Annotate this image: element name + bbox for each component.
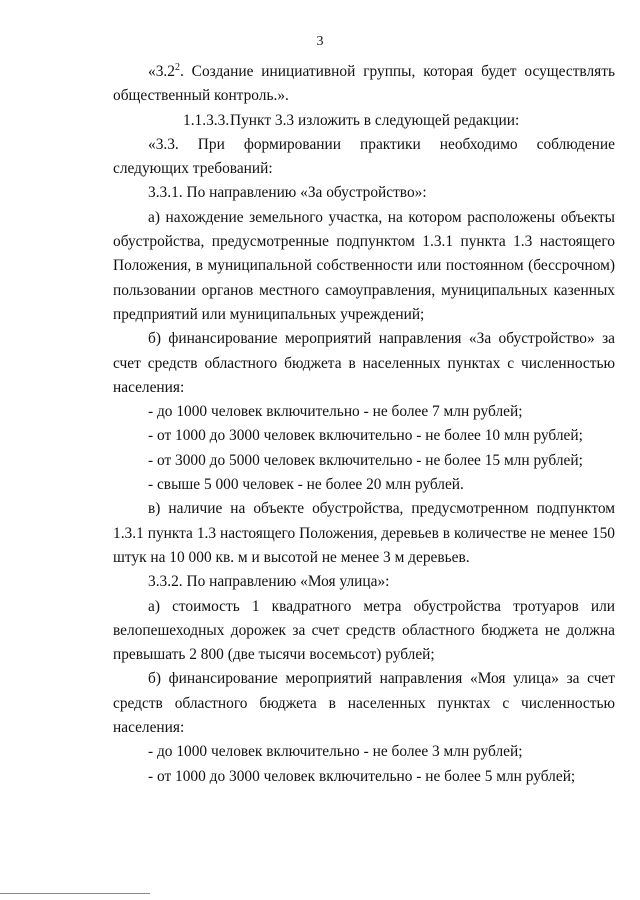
paragraph-3-3-2: 3.3.2. По направлению «Моя улица»: (148, 573, 390, 591)
paragraph-3-2-2-text: . Создание инициативной группы, которая будет осуществлять общественный контроль.». (113, 63, 615, 105)
paragraph-3-2-2-prefix: «3.2 (148, 63, 175, 80)
clause-number: 1.1.3.3. (183, 111, 230, 129)
document-body (113, 60, 615, 789)
list-item: - от 3000 до 5000 человек включительно - не более 15 млн рублей; (148, 451, 583, 469)
paragraph-3-3-2-a: а) стоимость 1 квадратного метра обустройства тротуаров или велопешеходных дорожек за счет средств областного бюджета не должна превышать 2 800 (две тысячи восемьсот) рублей; (113, 597, 615, 664)
paragraph-1-1-3-3 (113, 109, 615, 133)
clause-text: Пункт 3.3 изложить в следующей редакции: (230, 111, 520, 129)
paragraph-3-3-1-b: б) финансирование мероприятий направления «За обустройство» за счет средств областного бюджета в населенных пунктах с численностью населения: (113, 330, 615, 396)
paragraph-3-3-1-v: в) наличие на объекте обустройства, предусмотренном подпунктом 1.3.1 пункта 1.3 настоящего Положения, деревьев в количестве не менее 150 штук на 10 000 кв. м и высотой не менее 3 м деревьев. (113, 500, 615, 566)
list-item: - до 1000 человек включительно - не более 7 млн рублей; (148, 403, 523, 421)
paragraph-3-3: «3.3. При формировании практики необходимо соблюдение следующих требований: (113, 135, 615, 178)
scan-edge-line (0, 893, 150, 894)
list-item: - свыше 5 000 человек - не более 20 млн рублей. (148, 476, 464, 494)
list-item: - до 1000 человек включительно - не более 3 млн рублей; (148, 743, 523, 761)
page-number: 3 (316, 34, 324, 49)
superscript-2: 2 (174, 62, 180, 73)
list-item: - от 1000 до 3000 человек включительно - не более 10 млн рублей; (148, 427, 583, 445)
paragraph-3-3-1: 3.3.1. По направлению «За обустройство»: (148, 184, 427, 202)
list-item: - от 1000 до 3000 человек включительно - не более 5 млн рублей; (148, 767, 576, 785)
paragraph-3-3-1-a: а) нахождение земельного участка, на котором расположены объекты обустройства, предусмотренные подпунктом 1.3.1 пункта 1.3 настоящего Положения, в муниципальной собственности или постоянном (бессрочном) пользовании органов местного самоуправления, муниципальных казенных предприятий или муниципальных учреждений; (113, 208, 615, 323)
paragraph-3-2-2 (113, 60, 615, 109)
paragraph-3-3-2-b: б) финансирование мероприятий направления «Моя улица» за счет средств областного бюджета в населенных пунктах с численностью населения: (113, 670, 615, 737)
